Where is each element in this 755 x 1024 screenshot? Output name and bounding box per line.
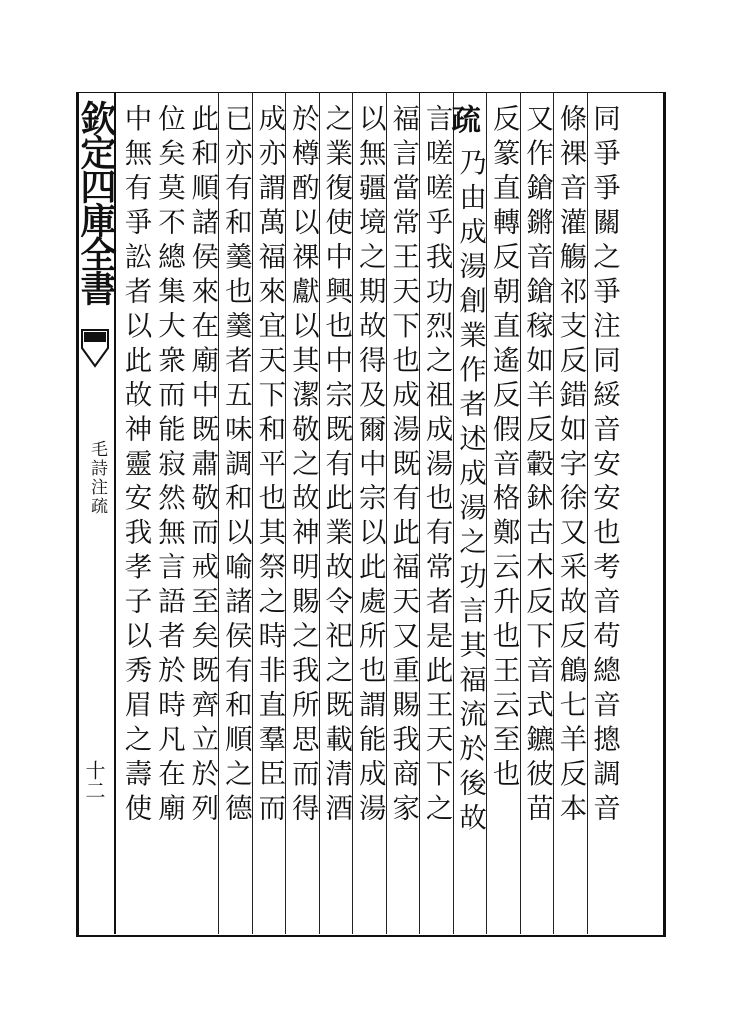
text-column: 反篆直轉反朝直遙反假音格鄭云升也王云至也 <box>487 104 519 794</box>
page-number: 十二 <box>82 760 106 800</box>
text-column: 此和順諸侯來在廟中既肅敬而戒至矣既齊立於列 <box>186 104 218 828</box>
commentary-marker: 疏 <box>447 104 483 138</box>
text-column: 言嗟嗟乎我功烈之祖成湯也有常者是此王天下之 <box>420 104 452 828</box>
text-column: 又作鎗鏘音鎗稼如羊反轂鉥古木反下音式鑣彼苗 <box>521 104 553 828</box>
text-column: 福言當常王天下也成湯既有此福天又重賜我商家 <box>387 104 419 828</box>
text-column: 位矣莫不總集大衆而能寂然無言語者於時凡在廟 <box>152 104 184 828</box>
text-column: 以無疆境之期故得及爾中宗以此處所也謂能成湯 <box>353 104 385 828</box>
text-column: 乃由成湯創業作者述成湯之功言其福流於後故 <box>454 148 486 838</box>
text-column: 於樽酌以祼獻以其潔敬之故神明賜之我所思而得 <box>286 104 318 828</box>
text-column: 同爭爭關之爭注同綏音安安也考音苟總音摠調音 <box>588 104 619 828</box>
fish-tail-mark <box>80 328 110 368</box>
text-column: 已亦有和羹也羹者五味調和以喻諸侯有和順之德 <box>219 104 251 828</box>
text-column: 中無有爭訟者以此故神靈安我孝子以秀眉之壽使 <box>119 104 151 828</box>
text-column: 成亦謂萬福來宜天下和平也其祭之時非直羣臣而 <box>253 104 285 828</box>
section-title: 毛詩注疏 <box>87 440 107 516</box>
text-column: 條祼音灌觴祁支反錯如字徐又采故反鶬七羊反本 <box>554 104 586 828</box>
book-title: 欽定四庫全書 <box>75 100 117 304</box>
text-column: 之業復使中興也中宗既有此業故令祀之既載清酒 <box>320 104 352 828</box>
